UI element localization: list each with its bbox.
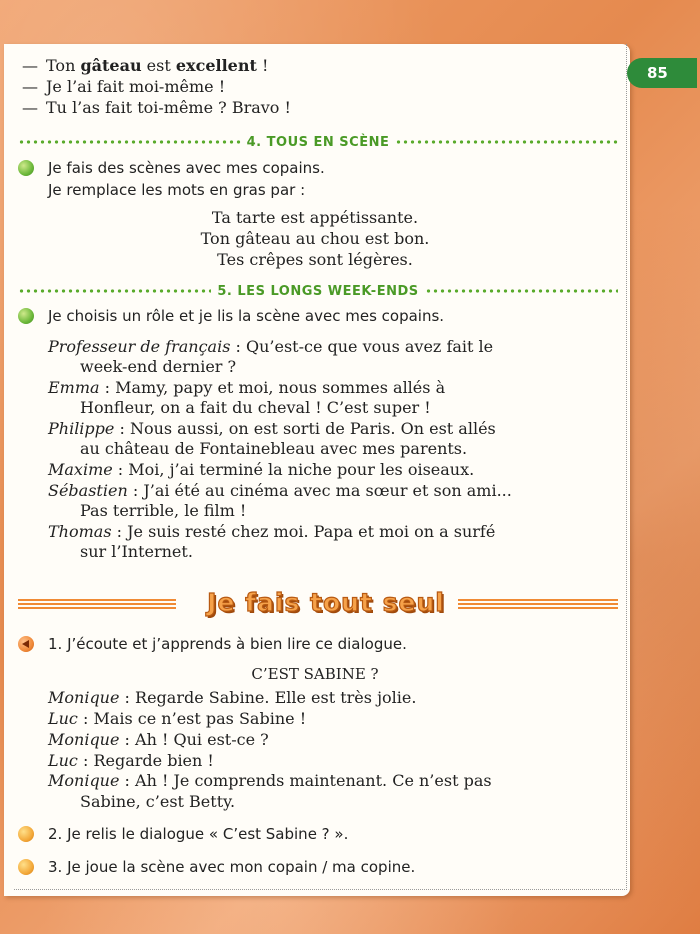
intro-line-2: — Je l’ai fait moi-même !	[22, 77, 226, 96]
dotted-rule	[395, 140, 618, 144]
banner-title: Je fais tout seul	[207, 588, 445, 617]
dialogue-line: Monique : Regarde Sabine. Elle est très jolie.	[48, 688, 417, 707]
dialogue-line: Sébastien : J’ai été au cinéma avec ma sœur et son ami...	[48, 481, 512, 500]
dialogue-line: Emma : Mamy, papy et moi, nous sommes allés à	[48, 378, 446, 397]
banner-stripe-right	[458, 597, 618, 609]
orange-bullet-icon	[18, 826, 34, 842]
page-number-tab: 85	[627, 58, 697, 88]
dialogue-line: Thomas : Je suis resté chez moi. Papa et moi on a surfé	[48, 522, 496, 541]
dialogue-line: Monique : Ah ! Je comprends maintenant. Ce n’est pas	[48, 771, 492, 790]
dialogue-line-cont: sur l’Internet.	[80, 542, 193, 561]
je-fais-tout-seul-banner	[18, 588, 618, 620]
exercise-2-label: 2. Je relis le dialogue « C’est Sabine ? ».	[48, 825, 349, 843]
section-5-title: 5. LES LONGS WEEK-ENDS	[217, 283, 419, 299]
section-4-instruction-1: Je fais des scènes avec mes copains.	[48, 159, 325, 177]
audio-icon[interactable]	[18, 636, 34, 652]
dialogue-line-cont: Sabine, c’est Betty.	[80, 792, 236, 811]
dotted-rule	[18, 140, 241, 144]
intro-line-1: — Ton gâteau est excellent !	[22, 56, 269, 75]
section-4-title: 4. TOUS EN SCÈNE	[246, 134, 390, 150]
dialogue-line: Philippe : Nous aussi, on est sorti de Paris. On est allés	[48, 419, 496, 438]
banner-stripe-left	[18, 597, 176, 609]
section-5-header	[18, 282, 618, 300]
green-bullet-icon	[18, 160, 34, 176]
intro-line-3: — Tu l’as fait toi-même ? Bravo !	[22, 98, 291, 117]
dialogue-line: Luc : Mais ce n’est pas Sabine !	[48, 709, 307, 728]
dialogue-line: Maxime : Moi, j’ai terminé la niche pour les oiseaux.	[48, 460, 475, 479]
dialogue-line: Luc : Regarde bien !	[48, 751, 214, 770]
dialogue-title: C’EST SABINE ?	[251, 665, 379, 683]
dialogue-line: Professeur de français : Qu’est-ce que vous avez fait le	[48, 337, 494, 356]
dotted-rule	[18, 289, 211, 293]
dialogue-line-cont: week-end dernier ?	[80, 357, 237, 376]
orange-bullet-icon	[18, 859, 34, 875]
exercise-3-label: 3. Je joue la scène avec mon copain / ma copine.	[48, 858, 416, 876]
replacement-phrase: Ton gâteau au chou est bon.	[200, 229, 430, 248]
replacement-phrase: Ta tarte est appétissante.	[211, 208, 419, 227]
dotted-rule	[425, 289, 618, 293]
exercise-1-label: 1. J’écoute et j’apprends à bien lire ce dialogue.	[48, 635, 407, 653]
section-5-instruction: Je choisis un rôle et je lis la scène avec mes copains.	[48, 307, 445, 325]
dialogue-line: Monique : Ah ! Qui est-ce ?	[48, 730, 269, 749]
dialogue-line-cont: Pas terrible, le film !	[80, 501, 247, 520]
dialogue-line-cont: au château de Fontainebleau avec mes parents.	[80, 439, 468, 458]
section-4-header	[18, 133, 618, 151]
green-bullet-icon	[18, 308, 34, 324]
section-4-instruction-2: Je remplace les mots en gras par :	[48, 181, 306, 199]
replacement-phrase: Tes crêpes sont légères.	[217, 250, 413, 269]
dialogue-line-cont: Honfleur, on a fait du cheval ! C’est super !	[80, 398, 431, 417]
